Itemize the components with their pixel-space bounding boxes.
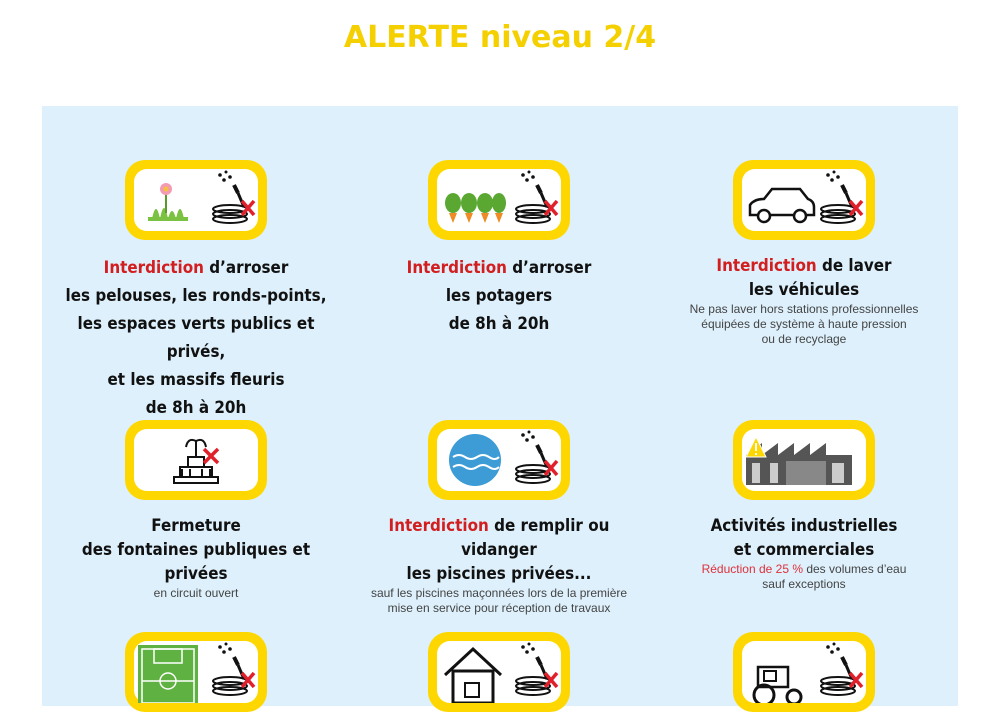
vegetable-garden-watering-icon [428,160,570,240]
fountain-icon [125,420,267,500]
flower-watering-icon [125,160,267,240]
card-industrial: Activités industrielles et commerciales Réduction de 25 % des volumes d’eau sauf exceptions [654,420,954,592]
card-fountains: Fermeture des fontaines publiques et privées en circuit ouvert [46,420,346,601]
prohibition-label: Interdiction [103,258,204,277]
industry-icon [733,420,875,500]
card-pool-filling: Interdiction de remplir ou vidanger les piscines privées... sauf les piscines maçonnées lors de la première mise en service pour réception de travaux [349,420,649,616]
prohibition-label: Interdiction [406,258,507,277]
prohibition-label: Interdiction [388,516,489,535]
pool-filling-icon [428,420,570,500]
prohibition-label: Interdiction [716,256,817,275]
house-watering-icon [428,632,570,712]
alert-title: ALERTE niveau 2/4 [343,20,657,55]
card-note: Ne pas laver hors stations professionnelles équipées de système à haute pression ou de recyclage [689,302,919,346]
card-lawn-watering: Interdiction d’arroser les pelouses, les ronds-points, les espaces verts publics et privés, et les massifs fleuris de 8h à 20h [46,160,346,422]
card-house [349,632,649,712]
card-note: en circuit ouvert [153,586,239,600]
card-note: sauf les piscines maçonnées lors de la première mise en service pour réception de travaux [370,586,628,615]
tractor-watering-icon [733,632,875,712]
car-washing-icon [733,160,875,240]
sports-field-watering-icon [125,632,267,712]
card-vegetable-watering: Interdiction d’arroser les potagers de 8h à 20h [349,160,649,338]
card-note: Réduction de 25 % des volumes d’eau sauf exceptions [701,562,907,591]
card-sports-field [46,632,346,712]
card-agriculture [654,632,954,712]
card-car-washing: Interdiction de laver les véhicules Ne pas laver hors stations professionnelles équipées de système à haute pression ou de recyclage [654,160,954,347]
